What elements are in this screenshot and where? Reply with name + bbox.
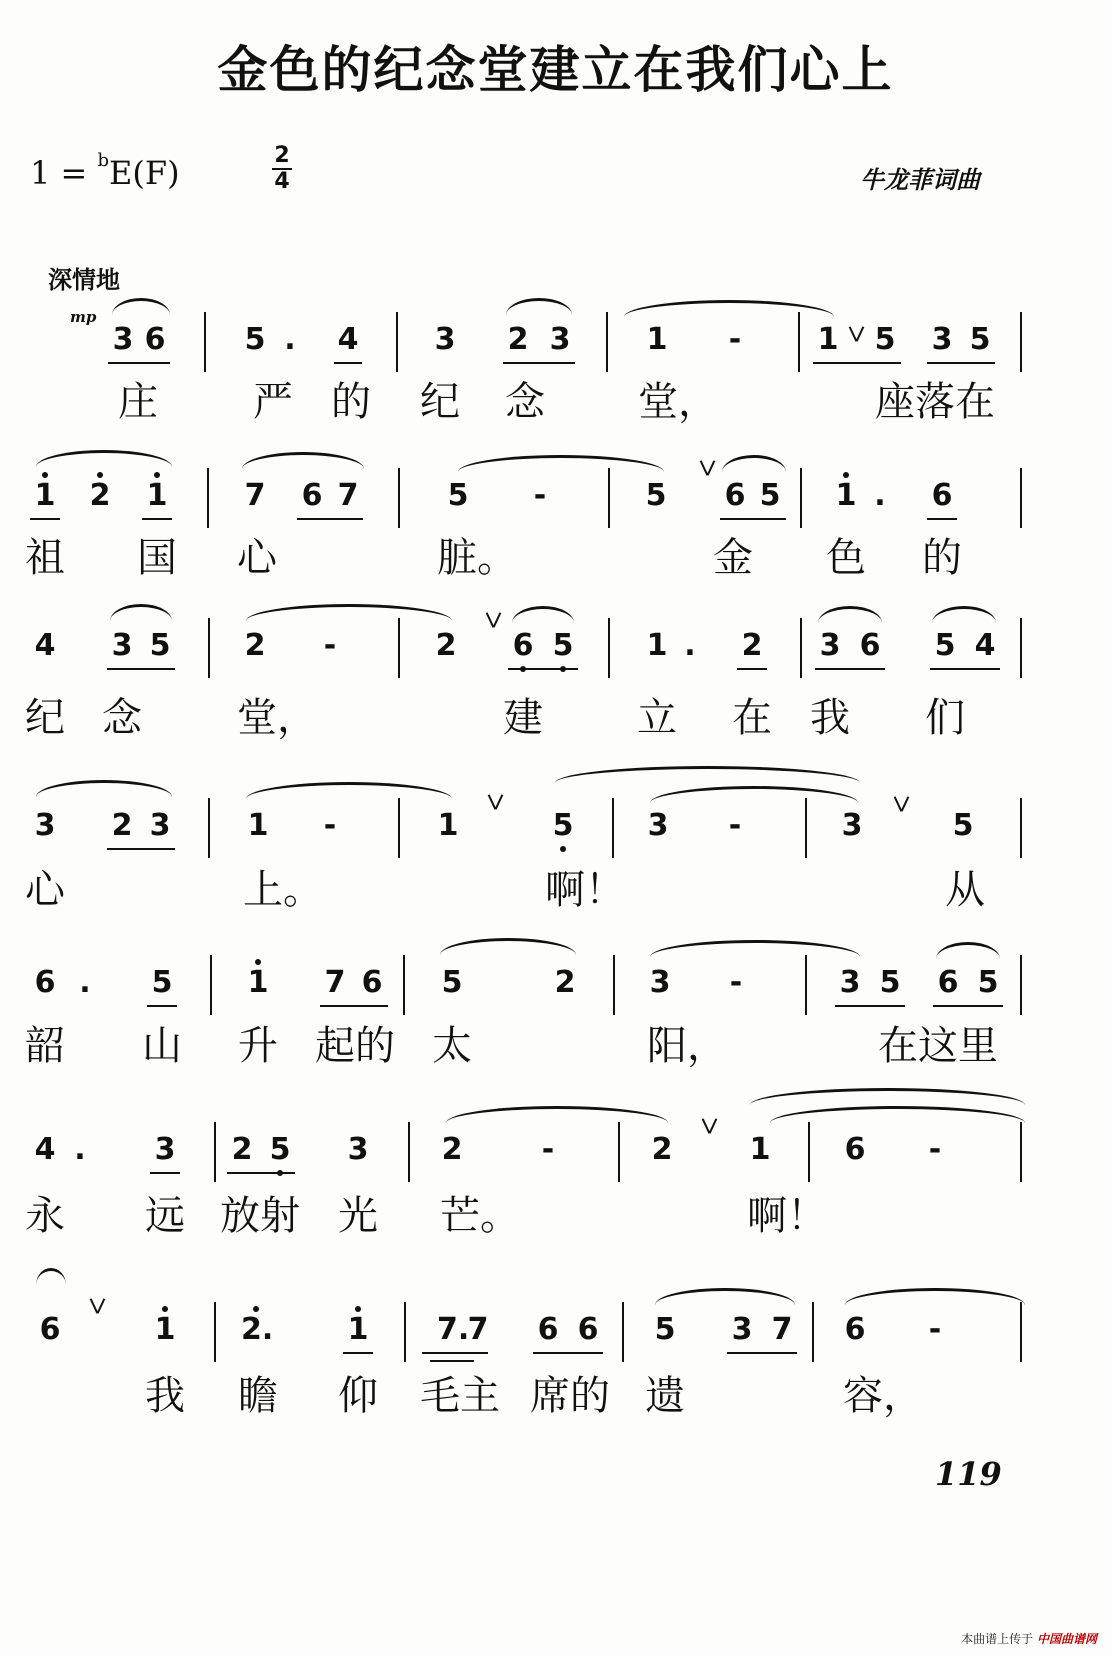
underline: [933, 1005, 1003, 1007]
breath-mark: [896, 796, 908, 816]
barline: [612, 798, 614, 858]
note: 5: [548, 628, 578, 664]
barline: [805, 955, 807, 1015]
lyric: 啊！: [545, 867, 625, 913]
underline: [737, 668, 767, 670]
tempo-marking: 深情地: [48, 265, 120, 294]
lyric: 念: [102, 695, 142, 741]
barline: [210, 955, 212, 1015]
lyric: 阳，: [647, 1023, 727, 1069]
barline: [1020, 312, 1022, 372]
slur: [242, 452, 364, 469]
lyric: 席的: [530, 1373, 610, 1419]
lyric: 建: [503, 695, 543, 741]
slur: [36, 450, 172, 467]
song-title: 金色的纪念堂建立在我们心上: [217, 40, 894, 99]
barline: [1020, 955, 1022, 1015]
note: 6: [144, 322, 166, 357]
note: 5: [548, 808, 578, 844]
barline: [204, 312, 206, 372]
note: 1: [817, 322, 839, 357]
note: 7: [337, 478, 359, 513]
note: 1: [646, 322, 668, 357]
lyric: 庄: [118, 379, 158, 425]
upload-note: 本曲谱上传于 中国曲谱网: [961, 1632, 1097, 1646]
note: -: [728, 808, 742, 843]
lyric: 永: [25, 1193, 65, 1239]
note: 3: [649, 965, 671, 1000]
key-signature: 1 = $^b$E(F): [30, 150, 180, 192]
slur: [722, 455, 786, 472]
barline: [208, 798, 210, 858]
slur: [36, 1268, 66, 1285]
note: 6: [937, 965, 959, 1000]
note: 6: [508, 628, 538, 664]
breath-mark: [704, 1118, 716, 1138]
tie: [246, 782, 452, 799]
underline: [320, 1005, 388, 1007]
note: .: [284, 322, 296, 357]
barline: [408, 1122, 410, 1182]
note: 1: [243, 965, 273, 1001]
breath-mark: [702, 460, 714, 480]
note: 2: [507, 322, 529, 357]
breath-mark: [488, 612, 500, 632]
underline: [930, 668, 1000, 670]
underline: [147, 1005, 177, 1007]
slur: [932, 606, 996, 623]
note: .: [874, 478, 886, 513]
lyric: 起的: [315, 1023, 395, 1069]
note: 1: [150, 1312, 180, 1348]
slur: [818, 606, 882, 623]
breath-mark: [490, 794, 502, 814]
note: 4: [34, 1132, 56, 1167]
lyric: 在这里: [878, 1023, 998, 1069]
lyric: 我: [145, 1373, 185, 1419]
lyric: 的: [922, 535, 962, 581]
slur: [555, 766, 860, 783]
tie: [650, 786, 858, 803]
breath-mark: [92, 1298, 104, 1318]
underline: [343, 1352, 373, 1354]
note: 2: [231, 1132, 253, 1167]
barline: [214, 1122, 216, 1182]
underline: [142, 518, 172, 520]
note: 5: [654, 1312, 676, 1347]
note: 6: [724, 478, 746, 513]
time-signature: 2 4: [272, 145, 292, 193]
note: 5: [934, 628, 956, 663]
note: 6: [39, 1312, 61, 1347]
lyric: 严: [253, 379, 293, 425]
note: 1: [343, 1312, 373, 1348]
lyric: 色: [826, 535, 866, 581]
slur: [845, 1288, 1025, 1305]
lyric: 从: [945, 867, 985, 913]
barline: [618, 1122, 620, 1182]
slur: [506, 298, 572, 315]
lyric: 念: [505, 379, 545, 425]
lyric: 堂，: [638, 379, 718, 425]
note: 6: [577, 1312, 599, 1347]
note: 6: [844, 1312, 866, 1347]
note: 1: [749, 1132, 771, 1167]
note: 5: [759, 478, 781, 513]
lyric: 金: [713, 535, 753, 581]
note: 5: [879, 965, 901, 1000]
underline: [227, 1172, 295, 1174]
note: 3: [819, 628, 841, 663]
underline: [30, 518, 60, 520]
lyric: 脏。: [437, 535, 517, 581]
note: -: [928, 1312, 942, 1347]
barline: [398, 468, 400, 528]
lyric: 心: [237, 535, 277, 581]
note: 6: [844, 1132, 866, 1167]
tie: [446, 1106, 668, 1123]
lyric: 国: [137, 535, 177, 581]
note: 4: [974, 628, 996, 663]
underline: [150, 1172, 180, 1174]
barline: [608, 618, 610, 678]
lyric: 们: [925, 695, 965, 741]
note: 3: [841, 808, 863, 843]
note: 6: [931, 478, 953, 513]
note: -: [928, 1132, 942, 1167]
lyric: 我: [810, 695, 850, 741]
note: 6: [301, 478, 323, 513]
note: 7: [244, 478, 266, 513]
note: 1: [142, 478, 172, 514]
note: 5: [874, 322, 896, 357]
lyric: 山: [142, 1023, 182, 1069]
note: 3: [112, 322, 134, 357]
underline: [815, 668, 885, 670]
note: -: [541, 1132, 555, 1167]
lyric: 祖: [25, 535, 65, 581]
lyric: 上。: [243, 867, 323, 913]
barline: [214, 1302, 216, 1362]
barline: [207, 468, 209, 528]
lyric: 纪: [25, 695, 65, 741]
lyric: 芒。: [440, 1193, 520, 1239]
note: 3: [111, 628, 133, 663]
note: -: [729, 965, 743, 1000]
lyric: 遗: [645, 1373, 685, 1419]
barline: [608, 468, 610, 528]
underline: [508, 668, 578, 670]
note: 5: [447, 478, 469, 513]
barline: [1020, 468, 1022, 528]
note: 3: [931, 322, 953, 357]
note: 4: [337, 322, 359, 357]
note: -: [323, 628, 337, 663]
note: 5: [952, 808, 974, 843]
underline: [533, 1352, 603, 1354]
lyric: 在: [732, 695, 772, 741]
slur: [36, 780, 172, 797]
barline: [398, 798, 400, 858]
note: 4: [34, 628, 56, 663]
note: 5: [645, 478, 667, 513]
lyric: 纪: [420, 379, 460, 425]
note: 5: [151, 965, 173, 1000]
note: 3: [731, 1312, 753, 1347]
tie: [246, 604, 452, 621]
note: 7.: [437, 1312, 470, 1347]
note: 3: [154, 1132, 176, 1167]
underline: [720, 518, 786, 520]
barline: [1020, 618, 1022, 678]
lyric: 心: [25, 867, 65, 913]
note: 3: [647, 808, 669, 843]
note: 5: [969, 322, 991, 357]
note: 3: [549, 322, 571, 357]
underline: [503, 362, 575, 364]
site-logo: 中国曲谱网: [1036, 1632, 1097, 1646]
underline: [927, 518, 957, 520]
note: 5: [244, 322, 266, 357]
note: 2: [244, 628, 266, 663]
breath-mark: [851, 326, 863, 346]
note: 5: [149, 628, 171, 663]
tie: [458, 455, 664, 472]
underline: [727, 1352, 797, 1354]
note: 6: [537, 1312, 559, 1347]
lyric: 容，: [843, 1373, 923, 1419]
note: 2.: [241, 1312, 274, 1347]
note: 6: [34, 965, 56, 1000]
lyric: 升: [238, 1023, 278, 1069]
lyric: 太: [432, 1023, 472, 1069]
note: 7: [324, 965, 346, 1000]
slur: [936, 942, 1000, 959]
underline: [813, 362, 901, 364]
barline: [606, 312, 608, 372]
lyric: 远: [145, 1193, 185, 1239]
slur: [440, 938, 576, 955]
lyric: 瞻: [238, 1373, 278, 1419]
note: 2: [111, 808, 133, 843]
barline: [798, 312, 800, 372]
note: 2: [554, 965, 576, 1000]
barline: [1020, 1302, 1022, 1362]
barline: [800, 618, 802, 678]
note: .: [684, 628, 696, 663]
dynamics-marking: mp: [70, 308, 97, 326]
barline: [622, 1302, 624, 1362]
underline: [108, 362, 170, 364]
slur: [110, 604, 172, 621]
note: 3: [149, 808, 171, 843]
lyric: 啊！: [747, 1193, 827, 1239]
underline: [334, 362, 362, 364]
barline: [398, 618, 400, 678]
note: 1: [831, 478, 861, 514]
barline: [404, 1302, 406, 1362]
note: 2: [741, 628, 763, 663]
barline: [396, 312, 398, 372]
barline: [1020, 1122, 1022, 1182]
barline: [208, 618, 210, 678]
underline: [107, 848, 175, 850]
lyric: 光: [338, 1193, 378, 1239]
note: 1: [646, 628, 668, 663]
tie: [624, 300, 834, 317]
underline-double: [430, 1360, 474, 1362]
barline: [1020, 798, 1022, 858]
note: 2: [651, 1132, 673, 1167]
note: 3: [34, 808, 56, 843]
barline: [812, 1302, 814, 1362]
slur: [750, 1088, 1025, 1105]
lyric: 毛主: [420, 1373, 500, 1419]
note: .: [79, 965, 91, 1000]
barline: [805, 798, 807, 858]
page-number: 119: [935, 1455, 1002, 1493]
underline: [835, 1005, 905, 1007]
note: 7: [467, 1312, 489, 1347]
note: 2: [435, 628, 457, 663]
barline: [808, 1122, 810, 1182]
lyric: 的: [331, 379, 371, 425]
note: 3: [839, 965, 861, 1000]
lyric: 仰: [338, 1373, 378, 1419]
underline: [297, 518, 363, 520]
note: 7: [771, 1312, 793, 1347]
lyric: 放射: [220, 1193, 300, 1239]
note: 3: [434, 322, 456, 357]
note: 5: [265, 1132, 295, 1168]
slur: [112, 298, 170, 315]
note: 3: [347, 1132, 369, 1167]
underline: [107, 668, 175, 670]
underline: [422, 1352, 488, 1354]
note: 5: [441, 965, 463, 1000]
slur: [770, 1106, 1025, 1123]
note: 6: [361, 965, 383, 1000]
note: 1: [437, 808, 459, 843]
note: 5: [977, 965, 999, 1000]
barline: [800, 468, 802, 528]
lyric: 堂，: [237, 695, 317, 741]
barline: [613, 955, 615, 1015]
note: 2: [441, 1132, 463, 1167]
note: 6: [859, 628, 881, 663]
slur: [512, 606, 574, 623]
note: 1: [247, 808, 269, 843]
lyric: 座落在: [875, 379, 995, 425]
tie: [650, 940, 860, 957]
note: 2: [85, 478, 115, 514]
barline: [403, 955, 405, 1015]
lyric: 韶: [25, 1023, 65, 1069]
note: .: [74, 1132, 86, 1167]
underline: [927, 362, 995, 364]
note: -: [533, 478, 547, 513]
lyric: 立: [637, 695, 677, 741]
note: 1: [30, 478, 60, 514]
credit: 牛龙菲词曲: [860, 165, 980, 194]
note: -: [728, 322, 742, 357]
slur: [655, 1288, 795, 1305]
note: -: [323, 808, 337, 843]
